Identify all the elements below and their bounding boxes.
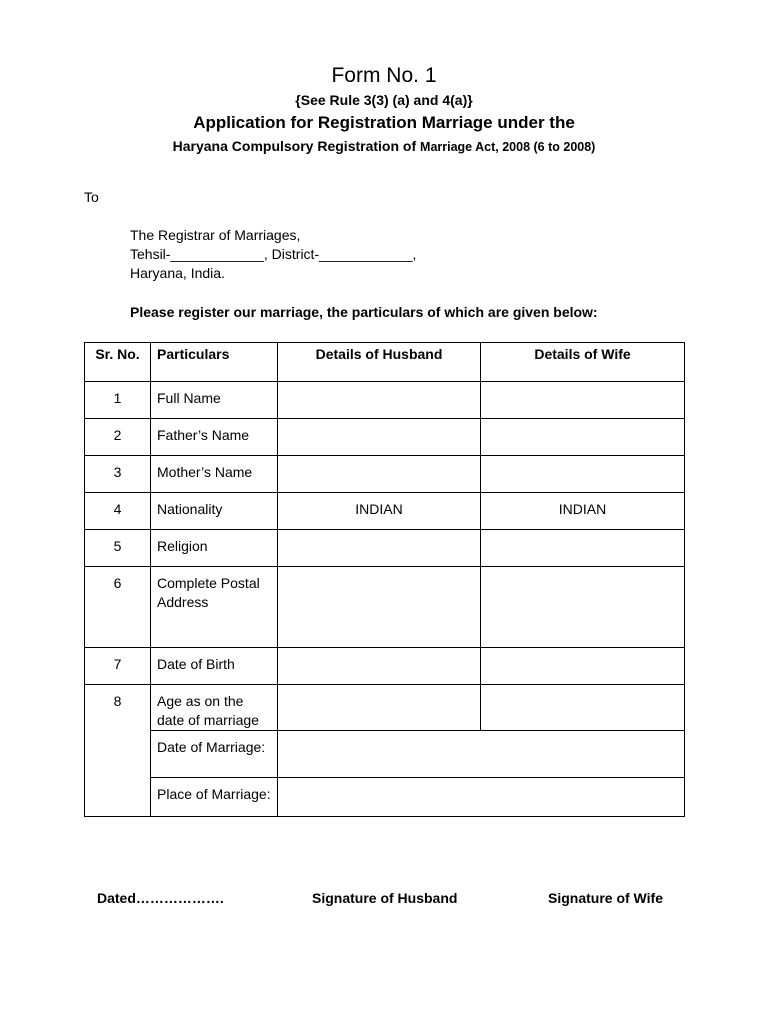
row-particular: Date of Birth xyxy=(151,648,278,685)
form-subtitle: Application for Registration Marriage under the xyxy=(193,113,575,132)
address-line-1: The Registrar of Marriages, xyxy=(130,227,301,243)
row-particular: Nationality xyxy=(151,493,278,530)
col-header-sr: Sr. No. xyxy=(85,343,151,382)
table-row xyxy=(85,567,685,648)
row-sr: 5 xyxy=(85,530,151,567)
request-text: Please register our marriage, the particulars of which are given below: xyxy=(130,304,598,320)
wife-field[interactable] xyxy=(481,567,685,648)
row-particular: Age as on the date of marriage xyxy=(151,685,278,731)
table-row xyxy=(85,778,685,817)
place-of-marriage-field[interactable] xyxy=(278,778,685,817)
row-sr: 4 xyxy=(85,493,151,530)
husband-field[interactable] xyxy=(278,648,481,685)
table-row xyxy=(85,731,685,778)
table-row xyxy=(85,419,685,456)
row-particular: Mother’s Name xyxy=(151,456,278,493)
table-header-row xyxy=(85,343,685,382)
row-particular: Father’s Name xyxy=(151,419,278,456)
date-of-marriage-field[interactable] xyxy=(278,731,685,778)
row-particular: Complete Postal Address xyxy=(151,567,278,648)
wife-field[interactable] xyxy=(481,456,685,493)
row-sr: 6 xyxy=(85,567,151,648)
row-particular: Religion xyxy=(151,530,278,567)
col-header-particulars: Particulars xyxy=(151,343,278,382)
act-line-small: Marriage Act, 2008 (6 to 2008) xyxy=(420,140,596,154)
husband-field[interactable] xyxy=(278,530,481,567)
husband-field[interactable] xyxy=(278,382,481,419)
wife-field[interactable] xyxy=(481,685,685,731)
husband-field[interactable] xyxy=(278,419,481,456)
table-row xyxy=(85,685,685,731)
address-line-2: Tehsil-____________, District-____________, xyxy=(130,246,417,262)
row-sr: 1 xyxy=(85,382,151,419)
form-title: Form No. 1 xyxy=(331,64,437,87)
table-row xyxy=(85,456,685,493)
table-row xyxy=(85,648,685,685)
wife-field[interactable] xyxy=(481,382,685,419)
row-particular: Full Name xyxy=(151,382,278,419)
particulars-table xyxy=(84,342,685,817)
row-sr: 2 xyxy=(85,419,151,456)
table-row xyxy=(85,382,685,419)
husband-field[interactable] xyxy=(278,567,481,648)
col-header-wife: Details of Wife xyxy=(481,343,685,382)
form-act-line xyxy=(0,138,768,154)
dated-label: Dated………………. xyxy=(97,890,224,906)
wife-field[interactable] xyxy=(481,648,685,685)
act-line-main: Haryana Compulsory Registration of xyxy=(172,138,417,154)
form-rule: {See Rule 3(3) (a) and 4(a)} xyxy=(295,92,473,108)
table-row xyxy=(85,493,685,530)
col-header-husband: Details of Husband xyxy=(278,343,481,382)
husband-nationality[interactable]: INDIAN xyxy=(278,493,481,530)
date-of-marriage-label: Date of Marriage: xyxy=(151,731,278,778)
wife-nationality[interactable]: INDIAN xyxy=(481,493,685,530)
row-sr: 3 xyxy=(85,456,151,493)
address-line-3: Haryana, India. xyxy=(130,265,225,281)
wife-signature-label: Signature of Wife xyxy=(548,890,663,906)
place-of-marriage-label: Place of Marriage: xyxy=(151,778,278,817)
husband-field[interactable] xyxy=(278,685,481,731)
husband-signature-label: Signature of Husband xyxy=(312,890,458,906)
wife-field[interactable] xyxy=(481,530,685,567)
husband-field[interactable] xyxy=(278,456,481,493)
address-to: To xyxy=(84,189,99,205)
wife-field[interactable] xyxy=(481,419,685,456)
row-sr: 8 xyxy=(85,685,151,817)
table-row xyxy=(85,530,685,567)
row-sr: 7 xyxy=(85,648,151,685)
